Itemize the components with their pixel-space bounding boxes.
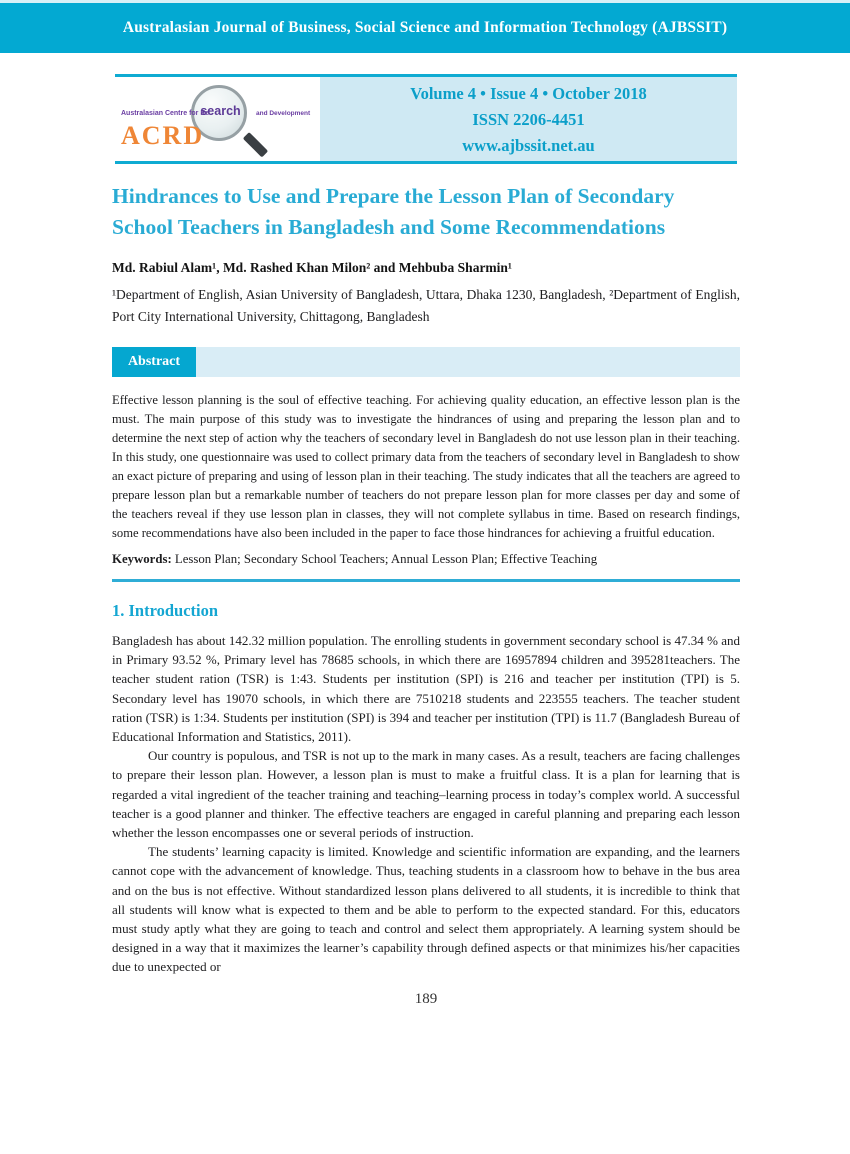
journal-banner xyxy=(0,0,850,53)
keywords-label: Keywords: xyxy=(112,552,172,566)
logo-search-word: search xyxy=(200,104,241,118)
abstract-header-bar xyxy=(196,347,740,377)
masthead xyxy=(115,74,737,164)
abstract-label: Abstract xyxy=(112,347,196,377)
affiliations-line: ¹Department of English, Asian University of Bangladesh, Uttara, Dhaka 1230, Bangladesh, ²Department of English, Port City International University, Chittagong, Bangladesh xyxy=(112,287,740,324)
intro-paragraph-3: The students’ learning capacity is limited. Knowledge and scientific information are expanding, and the learners cannot cope with the advancement of knowledge. Thus, teaching students in a classroom how to behave in the bus area and on the bus is not effective. Without standardized lesson plans delivered to all students, it is incredible to think that all students will know what is expected to them and be able to perform to the expected standard. For this, educators must study aptly what they are going to teach and control and select them appropriately. A learning system should be designed in a way that it maximizes the learner’s capability through defined aspects or that minimizes his/her capacities due to unexpected or xyxy=(112,844,740,975)
authors-line: Md. Rabiul Alam¹, Md. Rashed Khan Milon² and Mehbuba Sharmin¹ xyxy=(112,260,512,275)
logo-org-prefix: Australasian Centre for Re xyxy=(121,110,210,117)
journal-banner-title: Australasian Journal of Business, Social Science and Information Technology (AJBSSIT) xyxy=(122,19,728,36)
logo-org-suffix: and Development xyxy=(256,110,311,117)
page-number: 189 xyxy=(414,990,438,1007)
abstract-text: Effective lesson planning is the soul of effective teaching. For achieving quality education, an effective lesson plan is the must. The main purpose of this study was to investigate the hindrances of using and preparing the lesson plan and to determine the next step of action why the teachers of secondary level in Bangladesh do not use lesson plan in their teaching. In this study, one questionnaire was used to collect primary data from the teachers of secondary level in Bangladesh to show an exact picture of preparing and using of lesson plan in their teaching. The study indicates that all the teachers are agreed to prepare lesson plan but a remarkable number of teachers do not prepare lesson plan for more classes per day and some of the teachers reveal if they use lesson plan in classes, they will not complete syllabus in time. Based on research findings, some recommendations have also been included in the paper to face those hindrances for achieving a fruitful education. xyxy=(112,393,740,540)
issn-line: ISSN 2206-4451 xyxy=(472,110,585,129)
acrd-logo xyxy=(115,77,311,161)
article-title: Hindrances to Use and Prepare the Lesson Plan of Secondary School Teachers in Bangladesh and Some Recommendations xyxy=(112,184,675,239)
introduction-heading: 1. Introduction xyxy=(112,601,219,620)
issue-info-box xyxy=(320,77,737,161)
magnifier-handle-icon xyxy=(243,132,268,157)
journal-website-link[interactable]: www.ajbssit.net.au xyxy=(462,136,595,155)
masthead-gap xyxy=(311,77,320,161)
article-content xyxy=(112,181,740,1008)
abstract-header xyxy=(112,347,740,377)
intro-paragraph-1: Bangladesh has about 142.32 million population. The enrolling students in government secondary school is 47.34 % and in Primary 93.52 %, Primary level has 78685 schools, in which there are 16957894 children and 395281teachers. The teacher student ration (TSR) is 1:43. Students per institution (SPI) is 216 and teacher per institution (TPI) is 5. Secondary level has 19070 schools, in which there are 7510218 students and 223555 teachers. The teacher student ration (TSR) is 1:34. Students per institution (SPI) is 394 and teacher per institution (TPI) is 11.7 (Bangladesh Bureau of Educational Information and Statistics, 2011). xyxy=(112,633,740,745)
volume-issue-line: Volume 4 • Issue 4 • October 2018 xyxy=(410,84,647,103)
intro-paragraph-2: Our country is populous, and TSR is not up to the mark in many cases. As a result, teachers are facing challenges to prepare their lesson plan. However, a lesson plan is must to make a fruitful class. It is a plan for learning that is regarded a vital ingredient of the teacher training and teaching–learning process in today’s complex world. A successful teacher is a good planner and thinker. The effective teachers are engaged in careful planning and preparing each lesson whether the lesson encompasses one or several periods of instruction. xyxy=(112,748,740,841)
section-divider xyxy=(112,579,740,582)
keywords-line xyxy=(112,552,740,567)
keywords-text: Lesson Plan; Secondary School Teachers; Annual Lesson Plan; Effective Teaching xyxy=(171,552,598,566)
logo-acronym: ACRD xyxy=(121,121,205,150)
